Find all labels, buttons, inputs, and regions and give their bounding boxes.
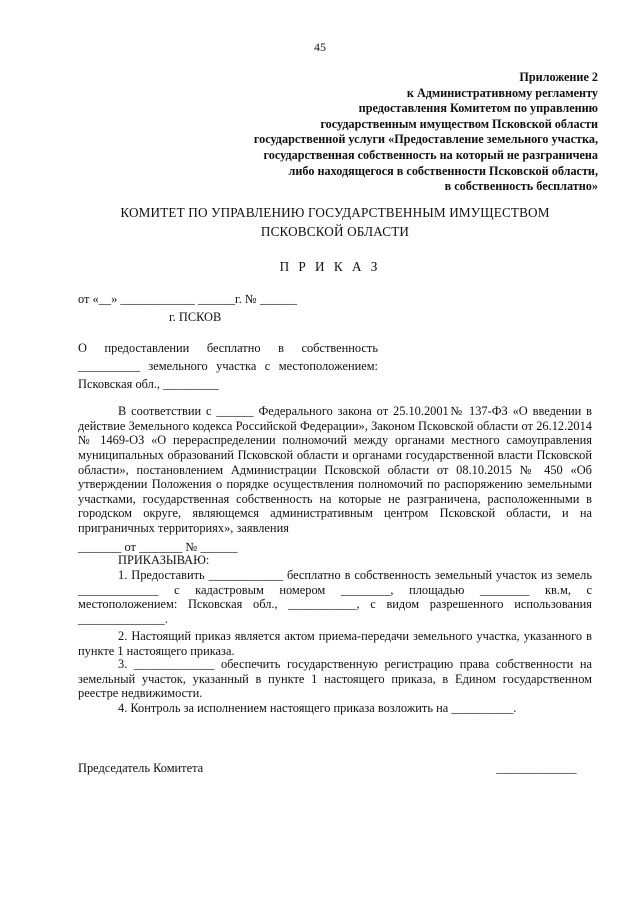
order-item-2 <box>78 629 592 658</box>
signature-line: _____________ <box>496 761 577 775</box>
subject-line: Псковская обл., _________ <box>78 376 219 391</box>
preamble-text: В соответствии с ______ Федерального закона от 25.10.2001№ 137-ФЗ «О введении в действие Земельного кодекса Российской Федерации», Законом Псковской области от 26.12.2014 № 1469-ОЗ «О перераспределении полномочий между органами местного самоуправления муниципальных образований Псковской области и органами государственной власти Псковской области», постановлением Администрации Псковской области от 08.10.2015 № 450 «Об утверждении Положения о порядке осуществления полномочий по распоряжению земельными участками, государственная собственность на которые не разграничена, расположенными в городском округе, являющемся административным центром Псковской области, и на приграничных территориях», заявления <box>78 404 592 535</box>
appendix-line: к Административному регламенту <box>406 85 598 100</box>
order-item-text: 2. Настоящий приказ является актом приема-передачи земельного участка, указанного в пункте 1 настоящего приказа. <box>78 629 592 658</box>
subject-line: О предоставлении бесплатно в собственность <box>78 341 378 355</box>
orders-word: ПРИКАЗЫВАЮ: <box>118 553 210 567</box>
order-item-text: 3. _____________ обеспечить государственную регистрацию права собственности на земельный участок, указанный в пункте 1 настоящего приказа, в Едином государственном реестре недвижимости. <box>78 657 592 701</box>
order-item-1 <box>78 568 592 627</box>
subject-line: __________ земельного участка с местоположением: <box>78 358 378 373</box>
order-date-line: от «__» ____________ ______г. № ______ <box>78 292 298 306</box>
order-title: П Р И К А З <box>279 259 381 274</box>
order-item-4 <box>78 701 592 716</box>
appendix-line: государственным имуществом Псковской области <box>320 116 598 131</box>
order-item-3 <box>78 657 592 701</box>
preamble-paragraph <box>78 404 592 536</box>
application-line: _______ от _______ № ______ <box>78 540 238 554</box>
order-subject <box>78 340 378 394</box>
order-item-text: 1. Предоставить ____________ бесплатно в собственность земельный участок из земель _____________ с кадастровым номером ________, площадью ________ кв.м, с местоположением: Псковская обл., ___________, с видом разрешенного использования ______________. <box>78 568 592 626</box>
signature-label: Председатель Комитета <box>78 761 204 775</box>
committee-name: КОМИТЕТ ПО УПРАВЛЕНИЮ ГОСУДАРСТВЕННЫМ ИМУЩЕСТВОМ ПСКОВСКОЙ ОБЛАСТИ <box>120 205 550 240</box>
appendix-line: либо находящегося в собственности Псковской области, <box>288 163 598 178</box>
order-city: г. ПСКОВ <box>169 310 222 324</box>
appendix-line: государственная собственность на который не разграничена <box>263 148 598 163</box>
order-item-text: 4. Контроль за исполнением настоящего приказа возложить на __________. <box>118 701 517 715</box>
appendix-header <box>254 70 598 195</box>
page-number: 45 <box>314 40 326 54</box>
appendix-line: государственной услуги «Предоставление земельного участка, <box>253 132 598 147</box>
appendix-line: в собственность бесплатно» <box>444 179 598 194</box>
appendix-line: Приложение 2 <box>519 70 598 84</box>
appendix-line: предоставления Комитетом по управлению <box>358 101 598 116</box>
